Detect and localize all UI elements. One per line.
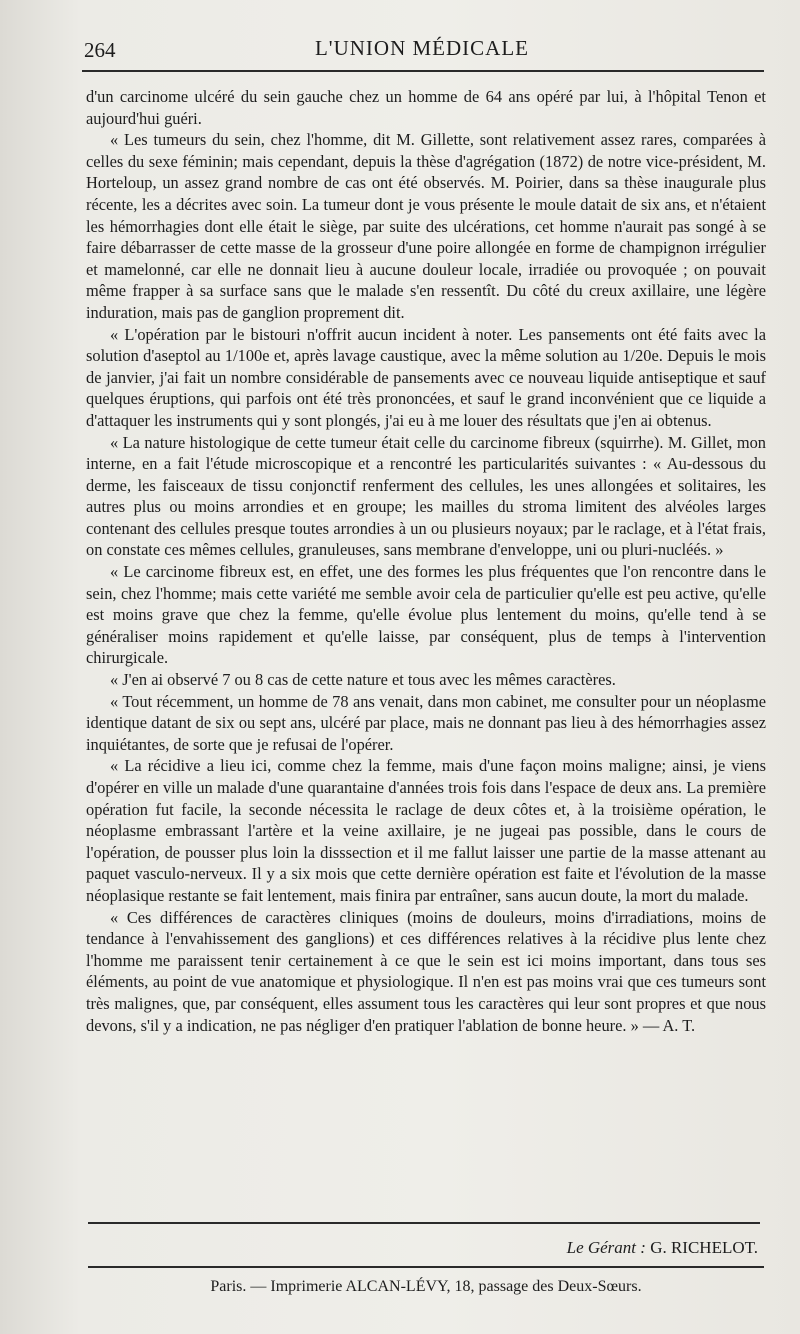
footer-rule-top — [88, 1222, 760, 1224]
paragraph: « La nature histologique de cette tumeur était celle du carcinome fibreux (squirrhe). M. Gillet, mon interne, en a fait l'étude microscopique et a rencontré les particularités suivantes : « Au-dessous du derme, les faisceaux de tissu conjonctif renferment des cellules, les unes allongées et solitaires, les autres plus ou moins arrondies et en groupe; les mailles du stroma limitent des alvéoles larges contenant des cellules presque toutes arrondies à un ou plusieurs noyaux; par le raclage, et à l'état frais, on constate ces mêmes cellules, granuleuses, sans membrane d'enveloppe, uni ou pluri-nucléés. » — [86, 432, 766, 560]
paragraph: « L'opération par le bistouri n'offrit aucun incident à noter. Les pansements ont été faits avec la solution d'aseptol au 1/100e et, après lavage caustique, avec la même solution au 1/20e. Depuis le mois de janvier, j'ai fait un nombre considérable de pansements avec ce nouveau liquide antiseptique et sauf quelques éruptions, qui parfois ont été très prononcées, et sauf le grand inconvénient que ce liquide a d'attaquer les instruments qui y sont plongés, j'ai eu à me louer des résultats que j'en ai obtenus. — [86, 324, 766, 430]
footer-rule-bottom — [88, 1266, 764, 1268]
page-number: 264 — [84, 38, 116, 62]
paragraph: d'un carcinome ulcéré du sein gauche chez un homme de 64 ans opéré par lui, à l'hôpital Tenon et aujourd'hui guéri. — [86, 87, 766, 128]
paragraph: « Le carcinome fibreux est, en effet, une des formes les plus fréquentes que l'on rencontre dans le sein, chez l'homme; mais cette variété me semble avoir cela de particulier qu'elle est peu active, qu'elle est moins grave que chez la femme, qu'elle évolue plus lentement du moins, qu'elle tend à se généraliser moins rapidement et qu'elle laisse, par conséquent, plus de temps à l'intervention chirurgicale. — [86, 562, 766, 668]
gerant-name: G. RICHELOT. — [650, 1238, 758, 1257]
page-header — [84, 36, 760, 64]
paragraph: « La récidive a lieu ici, comme chez la femme, mais d'une façon moins maligne; ainsi, je viens d'opérer en ville un malade d'une quarantaine d'années trois fois dans l'espace de deux ans. La première opération fut facile, la seconde nécessita le raclage de deux côtes et, à la troisième opération, le néoplasme embrassant l'artère et la veine axillaire, je ne jugeai pas possible, dans le cours de l'opération, de pousser plus loin la disssection et il me fallut laisser une partie de la masse attenant au paquet vasculo-nerveux. Il y a six mois que cette dernière opération est faite et l'évolution de la masse néoplasique restante se fait lentement, mais finira par entraîner, sans aucun doute, la mort du malade. — [86, 756, 766, 905]
gerant-line — [86, 1238, 758, 1258]
paragraph: « Les tumeurs du sein, chez l'homme, dit M. Gillette, sont relativement assez rares, comparées à celles du sexe féminin; mais cependant, depuis la thèse d'agrégation (1872) de notre vice-président, M. Horteloup, un assez grand nombre de cas ont été observés. M. Poirier, dans sa thèse inaugurale plus récente, les a décrites avec soin. La tumeur dont je vous présente le moule datait de six ans, et n'étaient les hémorrhagies dont elle était le siège, par suite des ulcérations, cet homme n'aurait pas songé à se faire débarrasser de cette masse de la grosseur d'une poire allongée en forme de champignon irrégulier et mamelonné, car elle ne donnait lieu à aucune douleur locale, irradiée ou provoquée ; on pouvait même frapper à sa surface sans que le malade s'en ressentît. Du côté du creux axillaire, une légère induration, mais pas de ganglion proprement dit. — [86, 130, 766, 322]
gerant-label: Le Gérant : — [566, 1238, 646, 1257]
running-title: L'UNION MÉDICALE — [314, 36, 529, 60]
header-rule — [82, 70, 764, 72]
paragraph: « J'en ai observé 7 ou 8 cas de cette nature et tous avec les mêmes caractères. — [110, 670, 616, 690]
article-body — [86, 86, 766, 1036]
paragraph: « Ces différences de caractères cliniques (moins de douleurs, moins d'irradiations, moins de tendance à l'envahissement des ganglions) et ces différences relatives à la récidive plus lente chez l'homme me paraissent tenir certainement à ce que le sein est ici moins important, dans tous ses éléments, au point de vue anatomique et physiologique. Il n'en est pas moins vrai que ces tumeurs sont très malignes, que, par conséquent, elles assument tous les caractères qui leur sont propres et que nous devons, s'il y a indication, ne pas négliger d'en pratiquer l'ablation de bonne heure. » — A. T. — [86, 907, 766, 1035]
imprint-line: Paris. — Imprimerie ALCAN-LÉVY, 18, passage des Deux-Sœurs. — [210, 1278, 642, 1295]
paragraph: « Tout récemment, un homme de 78 ans venait, dans mon cabinet, me consulter pour un néoplasme identique datant de six ou sept ans, ulcéré par place, mais ne donnant pas lieu à des hémorrhagies assez inquiétantes, de sorte que je refusai de l'opérer. — [86, 691, 766, 754]
